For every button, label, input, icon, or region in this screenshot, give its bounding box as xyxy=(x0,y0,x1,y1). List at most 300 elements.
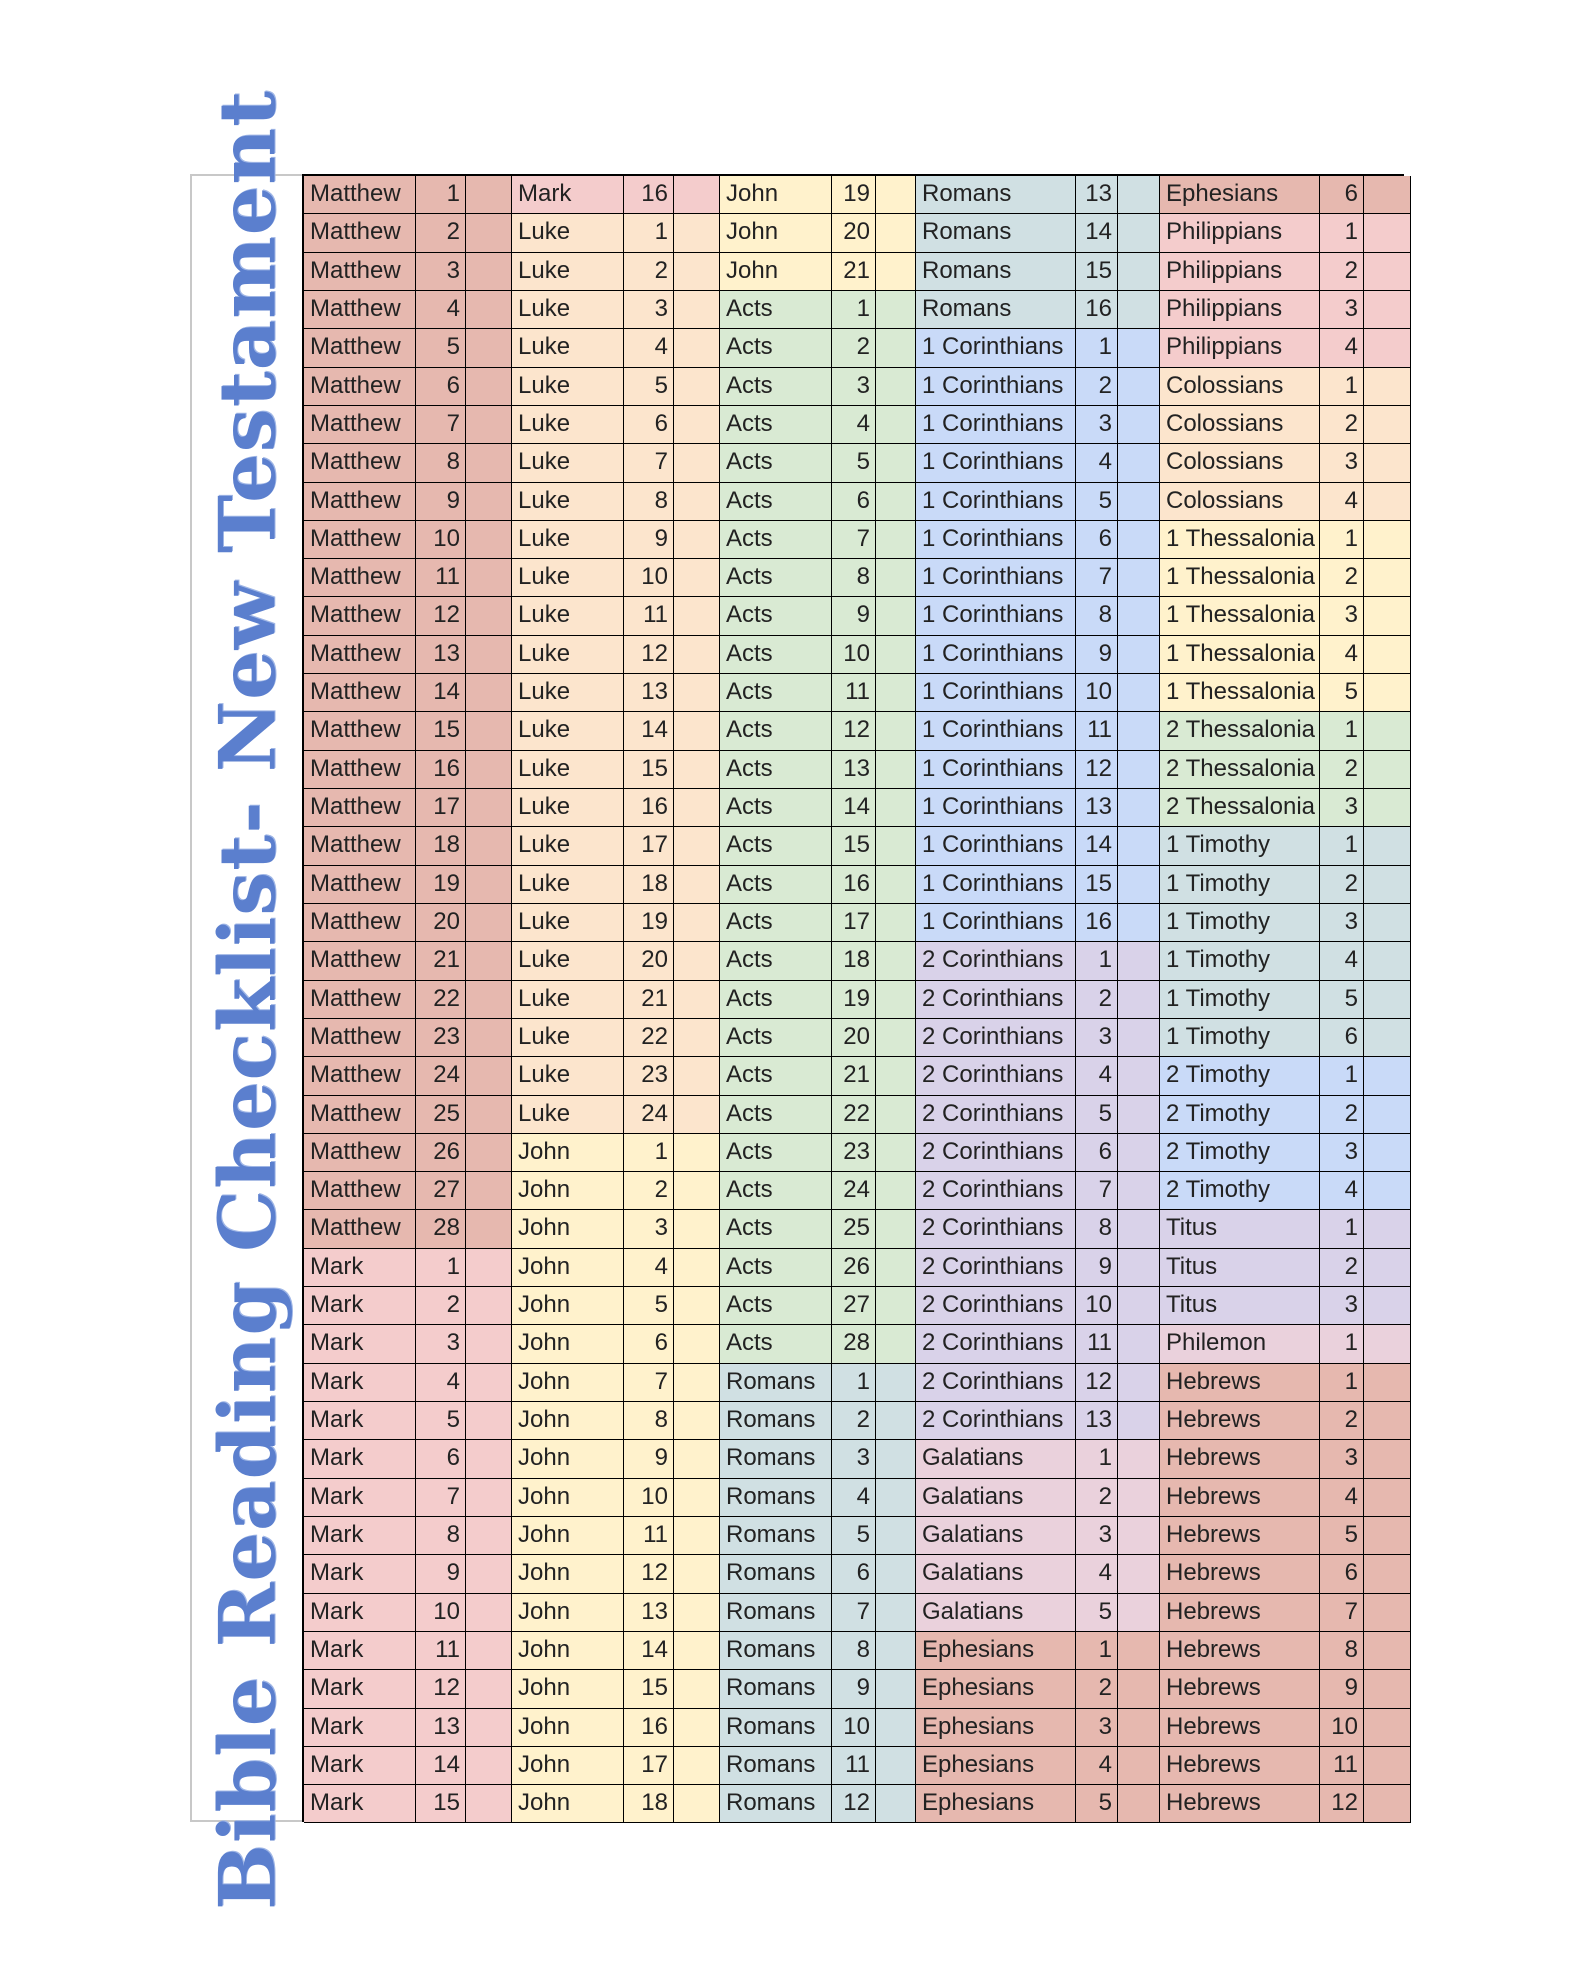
chapter-cell[interactable]: 12 xyxy=(1076,751,1118,789)
chapter-cell[interactable]: 20 xyxy=(416,904,466,942)
chapter-cell[interactable]: 1 xyxy=(416,176,466,214)
book-cell[interactable]: Romans xyxy=(720,1440,832,1478)
chapter-cell[interactable]: 3 xyxy=(1320,1134,1364,1172)
book-cell[interactable]: 2 Corinthians xyxy=(916,1057,1076,1095)
chapter-cell[interactable]: 9 xyxy=(416,483,466,521)
book-cell[interactable]: 1 Corinthians xyxy=(916,329,1076,367)
chapter-cell[interactable]: 15 xyxy=(1076,253,1118,291)
checkbox-cell[interactable] xyxy=(1364,1517,1411,1555)
checkbox-cell[interactable] xyxy=(1118,981,1160,1019)
book-cell[interactable]: Hebrews xyxy=(1160,1555,1320,1593)
checkbox-cell[interactable] xyxy=(1118,1019,1160,1057)
checkbox-cell[interactable] xyxy=(1364,406,1411,444)
chapter-cell[interactable]: 12 xyxy=(624,636,674,674)
book-cell[interactable]: Galatians xyxy=(916,1517,1076,1555)
book-cell[interactable]: Ephesians xyxy=(916,1670,1076,1708)
book-cell[interactable]: Galatians xyxy=(916,1440,1076,1478)
checkbox-cell[interactable] xyxy=(876,214,916,252)
book-cell[interactable]: Matthew xyxy=(304,559,416,597)
chapter-cell[interactable]: 1 xyxy=(416,1249,466,1287)
book-cell[interactable]: Luke xyxy=(512,597,624,635)
chapter-cell[interactable]: 1 xyxy=(624,1134,674,1172)
book-cell[interactable]: Titus xyxy=(1160,1210,1320,1248)
chapter-cell[interactable]: 2 xyxy=(1320,253,1364,291)
checkbox-cell[interactable] xyxy=(674,1134,720,1172)
chapter-cell[interactable]: 9 xyxy=(1076,636,1118,674)
checkbox-cell[interactable] xyxy=(1364,1555,1411,1593)
checkbox-cell[interactable] xyxy=(674,253,720,291)
checkbox-cell[interactable] xyxy=(876,866,916,904)
book-cell[interactable]: 2 Corinthians xyxy=(916,981,1076,1019)
chapter-cell[interactable]: 3 xyxy=(624,291,674,329)
chapter-cell[interactable]: 3 xyxy=(1320,291,1364,329)
chapter-cell[interactable]: 2 xyxy=(832,329,876,367)
chapter-cell[interactable]: 19 xyxy=(832,176,876,214)
checkbox-cell[interactable] xyxy=(876,1632,916,1670)
book-cell[interactable]: Acts xyxy=(720,329,832,367)
checkbox-cell[interactable] xyxy=(1118,597,1160,635)
checkbox-cell[interactable] xyxy=(1364,1287,1411,1325)
chapter-cell[interactable]: 4 xyxy=(1076,1747,1118,1785)
checkbox-cell[interactable] xyxy=(674,559,720,597)
book-cell[interactable]: Philemon xyxy=(1160,1325,1320,1363)
chapter-cell[interactable]: 23 xyxy=(624,1057,674,1095)
checkbox-cell[interactable] xyxy=(1118,1325,1160,1363)
chapter-cell[interactable]: 26 xyxy=(416,1134,466,1172)
chapter-cell[interactable]: 21 xyxy=(832,1057,876,1095)
book-cell[interactable]: Mark xyxy=(304,1747,416,1785)
checkbox-cell[interactable] xyxy=(1364,1057,1411,1095)
checkbox-cell[interactable] xyxy=(1364,444,1411,482)
chapter-cell[interactable]: 10 xyxy=(1076,674,1118,712)
chapter-cell[interactable]: 20 xyxy=(624,942,674,980)
chapter-cell[interactable]: 3 xyxy=(1320,444,1364,482)
book-cell[interactable]: Mark xyxy=(304,1670,416,1708)
book-cell[interactable]: Matthew xyxy=(304,827,416,865)
book-cell[interactable]: Luke xyxy=(512,674,624,712)
checkbox-cell[interactable] xyxy=(876,1479,916,1517)
book-cell[interactable]: Acts xyxy=(720,1210,832,1248)
checkbox-cell[interactable] xyxy=(876,942,916,980)
chapter-cell[interactable]: 1 xyxy=(624,214,674,252)
chapter-cell[interactable]: 14 xyxy=(624,712,674,750)
checkbox-cell[interactable] xyxy=(466,1517,512,1555)
book-cell[interactable]: Acts xyxy=(720,904,832,942)
checkbox-cell[interactable] xyxy=(1118,712,1160,750)
book-cell[interactable]: Hebrews xyxy=(1160,1364,1320,1402)
checkbox-cell[interactable] xyxy=(674,214,720,252)
checkbox-cell[interactable] xyxy=(1364,1594,1411,1632)
book-cell[interactable]: Romans xyxy=(720,1747,832,1785)
book-cell[interactable]: Hebrews xyxy=(1160,1709,1320,1747)
book-cell[interactable]: 1 Corinthians xyxy=(916,904,1076,942)
checkbox-cell[interactable] xyxy=(674,1594,720,1632)
chapter-cell[interactable]: 6 xyxy=(1320,1555,1364,1593)
checkbox-cell[interactable] xyxy=(1364,1785,1411,1823)
checkbox-cell[interactable] xyxy=(466,1785,512,1823)
checkbox-cell[interactable] xyxy=(876,1747,916,1785)
checkbox-cell[interactable] xyxy=(1118,1555,1160,1593)
book-cell[interactable]: Romans xyxy=(720,1402,832,1440)
chapter-cell[interactable]: 5 xyxy=(1076,1096,1118,1134)
book-cell[interactable]: John xyxy=(512,1402,624,1440)
chapter-cell[interactable]: 18 xyxy=(624,866,674,904)
book-cell[interactable]: Acts xyxy=(720,444,832,482)
book-cell[interactable]: 2 Corinthians xyxy=(916,1364,1076,1402)
chapter-cell[interactable]: 1 xyxy=(1320,521,1364,559)
checkbox-cell[interactable] xyxy=(674,1019,720,1057)
checkbox-cell[interactable] xyxy=(876,1402,916,1440)
checkbox-cell[interactable] xyxy=(674,1249,720,1287)
book-cell[interactable]: Philippians xyxy=(1160,253,1320,291)
checkbox-cell[interactable] xyxy=(876,1210,916,1248)
chapter-cell[interactable]: 3 xyxy=(1076,406,1118,444)
book-cell[interactable]: 2 Corinthians xyxy=(916,1172,1076,1210)
book-cell[interactable]: Philippians xyxy=(1160,329,1320,367)
book-cell[interactable]: Hebrews xyxy=(1160,1632,1320,1670)
book-cell[interactable]: Matthew xyxy=(304,712,416,750)
book-cell[interactable]: John xyxy=(512,1249,624,1287)
chapter-cell[interactable]: 2 xyxy=(1076,1479,1118,1517)
checkbox-cell[interactable] xyxy=(466,483,512,521)
chapter-cell[interactable]: 21 xyxy=(832,253,876,291)
checkbox-cell[interactable] xyxy=(876,904,916,942)
chapter-cell[interactable]: 13 xyxy=(1076,176,1118,214)
book-cell[interactable]: Romans xyxy=(916,214,1076,252)
book-cell[interactable]: John xyxy=(512,1670,624,1708)
checkbox-cell[interactable] xyxy=(1118,1287,1160,1325)
chapter-cell[interactable]: 15 xyxy=(832,827,876,865)
chapter-cell[interactable]: 21 xyxy=(624,981,674,1019)
book-cell[interactable]: John xyxy=(720,253,832,291)
book-cell[interactable]: John xyxy=(512,1632,624,1670)
book-cell[interactable]: 2 Corinthians xyxy=(916,1134,1076,1172)
checkbox-cell[interactable] xyxy=(1364,712,1411,750)
book-cell[interactable]: Mark xyxy=(304,1402,416,1440)
chapter-cell[interactable]: 10 xyxy=(624,559,674,597)
checkbox-cell[interactable] xyxy=(1364,1019,1411,1057)
chapter-cell[interactable]: 5 xyxy=(832,444,876,482)
chapter-cell[interactable]: 4 xyxy=(1076,444,1118,482)
checkbox-cell[interactable] xyxy=(674,1517,720,1555)
book-cell[interactable]: Matthew xyxy=(304,636,416,674)
chapter-cell[interactable]: 16 xyxy=(832,866,876,904)
book-cell[interactable]: Matthew xyxy=(304,483,416,521)
book-cell[interactable]: Hebrews xyxy=(1160,1785,1320,1823)
book-cell[interactable]: Matthew xyxy=(304,368,416,406)
chapter-cell[interactable]: 3 xyxy=(624,1210,674,1248)
checkbox-cell[interactable] xyxy=(1364,904,1411,942)
checkbox-cell[interactable] xyxy=(1364,253,1411,291)
chapter-cell[interactable]: 6 xyxy=(416,368,466,406)
book-cell[interactable]: Luke xyxy=(512,291,624,329)
checkbox-cell[interactable] xyxy=(466,214,512,252)
checkbox-cell[interactable] xyxy=(876,1325,916,1363)
book-cell[interactable]: 1 Thessalonia xyxy=(1160,521,1320,559)
book-cell[interactable]: Matthew xyxy=(304,866,416,904)
checkbox-cell[interactable] xyxy=(1118,1249,1160,1287)
chapter-cell[interactable]: 2 xyxy=(1320,751,1364,789)
book-cell[interactable]: Colossians xyxy=(1160,368,1320,406)
book-cell[interactable]: Mark xyxy=(304,1287,416,1325)
chapter-cell[interactable]: 7 xyxy=(832,521,876,559)
checkbox-cell[interactable] xyxy=(1364,521,1411,559)
chapter-cell[interactable]: 4 xyxy=(1320,636,1364,674)
book-cell[interactable]: John xyxy=(512,1517,624,1555)
book-cell[interactable]: Acts xyxy=(720,559,832,597)
checkbox-cell[interactable] xyxy=(1118,1440,1160,1478)
checkbox-cell[interactable] xyxy=(466,1325,512,1363)
checkbox-cell[interactable] xyxy=(466,1134,512,1172)
chapter-cell[interactable]: 1 xyxy=(1320,214,1364,252)
checkbox-cell[interactable] xyxy=(674,636,720,674)
chapter-cell[interactable]: 1 xyxy=(1076,1440,1118,1478)
chapter-cell[interactable]: 19 xyxy=(832,981,876,1019)
chapter-cell[interactable]: 1 xyxy=(1076,329,1118,367)
chapter-cell[interactable]: 14 xyxy=(832,789,876,827)
chapter-cell[interactable]: 12 xyxy=(1076,1364,1118,1402)
checkbox-cell[interactable] xyxy=(466,1364,512,1402)
chapter-cell[interactable]: 3 xyxy=(1320,789,1364,827)
checkbox-cell[interactable] xyxy=(1364,1210,1411,1248)
checkbox-cell[interactable] xyxy=(466,1747,512,1785)
checkbox-cell[interactable] xyxy=(876,1517,916,1555)
checkbox-cell[interactable] xyxy=(876,751,916,789)
chapter-cell[interactable]: 2 xyxy=(1076,1670,1118,1708)
book-cell[interactable]: Acts xyxy=(720,291,832,329)
chapter-cell[interactable]: 2 xyxy=(1320,1096,1364,1134)
checkbox-cell[interactable] xyxy=(1118,559,1160,597)
book-cell[interactable]: John xyxy=(512,1172,624,1210)
book-cell[interactable]: 2 Timothy xyxy=(1160,1134,1320,1172)
chapter-cell[interactable]: 2 xyxy=(624,1172,674,1210)
checkbox-cell[interactable] xyxy=(674,1172,720,1210)
book-cell[interactable]: 1 Corinthians xyxy=(916,827,1076,865)
chapter-cell[interactable]: 13 xyxy=(1076,789,1118,827)
book-cell[interactable]: Matthew xyxy=(304,674,416,712)
book-cell[interactable]: Acts xyxy=(720,981,832,1019)
checkbox-cell[interactable] xyxy=(1364,636,1411,674)
book-cell[interactable]: Hebrews xyxy=(1160,1440,1320,1478)
chapter-cell[interactable]: 6 xyxy=(832,1555,876,1593)
checkbox-cell[interactable] xyxy=(674,1325,720,1363)
checkbox-cell[interactable] xyxy=(1118,176,1160,214)
book-cell[interactable]: 1 Thessalonia xyxy=(1160,636,1320,674)
book-cell[interactable]: Matthew xyxy=(304,291,416,329)
book-cell[interactable]: Luke xyxy=(512,521,624,559)
book-cell[interactable]: Romans xyxy=(916,291,1076,329)
chapter-cell[interactable]: 17 xyxy=(832,904,876,942)
chapter-cell[interactable]: 2 xyxy=(624,253,674,291)
checkbox-cell[interactable] xyxy=(1118,483,1160,521)
book-cell[interactable]: Luke xyxy=(512,483,624,521)
book-cell[interactable]: Matthew xyxy=(304,1210,416,1248)
chapter-cell[interactable]: 3 xyxy=(832,368,876,406)
book-cell[interactable]: Luke xyxy=(512,751,624,789)
chapter-cell[interactable]: 27 xyxy=(416,1172,466,1210)
checkbox-cell[interactable] xyxy=(674,1632,720,1670)
book-cell[interactable]: John xyxy=(720,176,832,214)
checkbox-cell[interactable] xyxy=(1364,1364,1411,1402)
checkbox-cell[interactable] xyxy=(876,253,916,291)
checkbox-cell[interactable] xyxy=(1364,1747,1411,1785)
checkbox-cell[interactable] xyxy=(466,712,512,750)
chapter-cell[interactable]: 13 xyxy=(1076,1402,1118,1440)
checkbox-cell[interactable] xyxy=(876,1287,916,1325)
checkbox-cell[interactable] xyxy=(674,1287,720,1325)
book-cell[interactable]: Romans xyxy=(720,1785,832,1823)
chapter-cell[interactable]: 16 xyxy=(624,1709,674,1747)
book-cell[interactable]: 1 Corinthians xyxy=(916,444,1076,482)
checkbox-cell[interactable] xyxy=(674,1057,720,1095)
chapter-cell[interactable]: 7 xyxy=(624,444,674,482)
book-cell[interactable]: John xyxy=(512,1479,624,1517)
checkbox-cell[interactable] xyxy=(674,904,720,942)
book-cell[interactable]: Mark xyxy=(304,1632,416,1670)
book-cell[interactable]: Romans xyxy=(720,1517,832,1555)
chapter-cell[interactable]: 15 xyxy=(416,1785,466,1823)
checkbox-cell[interactable] xyxy=(674,1785,720,1823)
chapter-cell[interactable]: 17 xyxy=(416,789,466,827)
book-cell[interactable]: John xyxy=(512,1210,624,1248)
checkbox-cell[interactable] xyxy=(674,1747,720,1785)
chapter-cell[interactable]: 8 xyxy=(416,1517,466,1555)
chapter-cell[interactable]: 6 xyxy=(416,1440,466,1478)
chapter-cell[interactable]: 5 xyxy=(416,329,466,367)
book-cell[interactable]: 1 Corinthians xyxy=(916,521,1076,559)
checkbox-cell[interactable] xyxy=(1364,329,1411,367)
book-cell[interactable]: Mark xyxy=(304,1709,416,1747)
chapter-cell[interactable]: 22 xyxy=(624,1019,674,1057)
chapter-cell[interactable]: 13 xyxy=(416,636,466,674)
checkbox-cell[interactable] xyxy=(1364,942,1411,980)
chapter-cell[interactable]: 5 xyxy=(832,1517,876,1555)
checkbox-cell[interactable] xyxy=(1364,1440,1411,1478)
chapter-cell[interactable]: 7 xyxy=(416,1479,466,1517)
chapter-cell[interactable]: 18 xyxy=(416,827,466,865)
checkbox-cell[interactable] xyxy=(466,1019,512,1057)
checkbox-cell[interactable] xyxy=(466,981,512,1019)
checkbox-cell[interactable] xyxy=(1118,1709,1160,1747)
book-cell[interactable]: Hebrews xyxy=(1160,1402,1320,1440)
chapter-cell[interactable]: 9 xyxy=(624,521,674,559)
checkbox-cell[interactable] xyxy=(1118,1364,1160,1402)
checkbox-cell[interactable] xyxy=(1118,521,1160,559)
chapter-cell[interactable]: 11 xyxy=(832,674,876,712)
book-cell[interactable]: Matthew xyxy=(304,904,416,942)
book-cell[interactable]: Romans xyxy=(720,1479,832,1517)
book-cell[interactable]: Colossians xyxy=(1160,483,1320,521)
checkbox-cell[interactable] xyxy=(876,521,916,559)
checkbox-cell[interactable] xyxy=(1118,751,1160,789)
checkbox-cell[interactable] xyxy=(674,1555,720,1593)
checkbox-cell[interactable] xyxy=(876,291,916,329)
checkbox-cell[interactable] xyxy=(466,942,512,980)
book-cell[interactable]: 1 Corinthians xyxy=(916,597,1076,635)
book-cell[interactable]: John xyxy=(512,1785,624,1823)
checkbox-cell[interactable] xyxy=(1118,789,1160,827)
chapter-cell[interactable]: 7 xyxy=(1076,1172,1118,1210)
chapter-cell[interactable]: 16 xyxy=(416,751,466,789)
book-cell[interactable]: 1 Corinthians xyxy=(916,559,1076,597)
chapter-cell[interactable]: 4 xyxy=(832,406,876,444)
checkbox-cell[interactable] xyxy=(1364,789,1411,827)
checkbox-cell[interactable] xyxy=(876,406,916,444)
checkbox-cell[interactable] xyxy=(466,1210,512,1248)
chapter-cell[interactable]: 2 xyxy=(1320,1249,1364,1287)
checkbox-cell[interactable] xyxy=(876,981,916,1019)
chapter-cell[interactable]: 5 xyxy=(1320,674,1364,712)
chapter-cell[interactable]: 3 xyxy=(1320,1287,1364,1325)
book-cell[interactable]: 1 Corinthians xyxy=(916,712,1076,750)
book-cell[interactable]: Ephesians xyxy=(1160,176,1320,214)
chapter-cell[interactable]: 9 xyxy=(1076,1249,1118,1287)
chapter-cell[interactable]: 1 xyxy=(1320,1325,1364,1363)
chapter-cell[interactable]: 14 xyxy=(416,674,466,712)
book-cell[interactable]: 1 Corinthians xyxy=(916,368,1076,406)
book-cell[interactable]: Titus xyxy=(1160,1287,1320,1325)
checkbox-cell[interactable] xyxy=(466,406,512,444)
checkbox-cell[interactable] xyxy=(1118,866,1160,904)
chapter-cell[interactable]: 22 xyxy=(832,1096,876,1134)
chapter-cell[interactable]: 4 xyxy=(1320,329,1364,367)
checkbox-cell[interactable] xyxy=(466,1057,512,1095)
book-cell[interactable]: Galatians xyxy=(916,1594,1076,1632)
chapter-cell[interactable]: 5 xyxy=(416,1402,466,1440)
book-cell[interactable]: Luke xyxy=(512,329,624,367)
chapter-cell[interactable]: 3 xyxy=(1076,1019,1118,1057)
book-cell[interactable]: Luke xyxy=(512,866,624,904)
chapter-cell[interactable]: 2 xyxy=(1320,559,1364,597)
chapter-cell[interactable]: 5 xyxy=(1320,1517,1364,1555)
chapter-cell[interactable]: 14 xyxy=(1076,827,1118,865)
chapter-cell[interactable]: 16 xyxy=(624,789,674,827)
book-cell[interactable]: Mark xyxy=(304,1594,416,1632)
checkbox-cell[interactable] xyxy=(876,1670,916,1708)
book-cell[interactable]: Mark xyxy=(304,1249,416,1287)
checkbox-cell[interactable] xyxy=(876,1249,916,1287)
chapter-cell[interactable]: 4 xyxy=(624,329,674,367)
book-cell[interactable]: John xyxy=(720,214,832,252)
book-cell[interactable]: John xyxy=(512,1440,624,1478)
chapter-cell[interactable]: 14 xyxy=(416,1747,466,1785)
checkbox-cell[interactable] xyxy=(876,636,916,674)
chapter-cell[interactable]: 3 xyxy=(1320,1440,1364,1478)
book-cell[interactable]: 2 Thessalonia xyxy=(1160,751,1320,789)
chapter-cell[interactable]: 10 xyxy=(1320,1709,1364,1747)
chapter-cell[interactable]: 10 xyxy=(624,1479,674,1517)
book-cell[interactable]: Galatians xyxy=(916,1555,1076,1593)
book-cell[interactable]: 2 Corinthians xyxy=(916,1019,1076,1057)
book-cell[interactable]: 1 Timothy xyxy=(1160,904,1320,942)
book-cell[interactable]: Matthew xyxy=(304,329,416,367)
book-cell[interactable]: Luke xyxy=(512,1019,624,1057)
book-cell[interactable]: 1 Corinthians xyxy=(916,483,1076,521)
checkbox-cell[interactable] xyxy=(466,521,512,559)
chapter-cell[interactable]: 3 xyxy=(416,253,466,291)
checkbox-cell[interactable] xyxy=(1118,674,1160,712)
chapter-cell[interactable]: 2 xyxy=(832,1402,876,1440)
chapter-cell[interactable]: 16 xyxy=(1076,291,1118,329)
chapter-cell[interactable]: 13 xyxy=(416,1709,466,1747)
book-cell[interactable]: 1 Corinthians xyxy=(916,789,1076,827)
checkbox-cell[interactable] xyxy=(1118,942,1160,980)
checkbox-cell[interactable] xyxy=(466,1287,512,1325)
checkbox-cell[interactable] xyxy=(1118,291,1160,329)
chapter-cell[interactable]: 1 xyxy=(1320,1364,1364,1402)
checkbox-cell[interactable] xyxy=(674,444,720,482)
checkbox-cell[interactable] xyxy=(674,176,720,214)
